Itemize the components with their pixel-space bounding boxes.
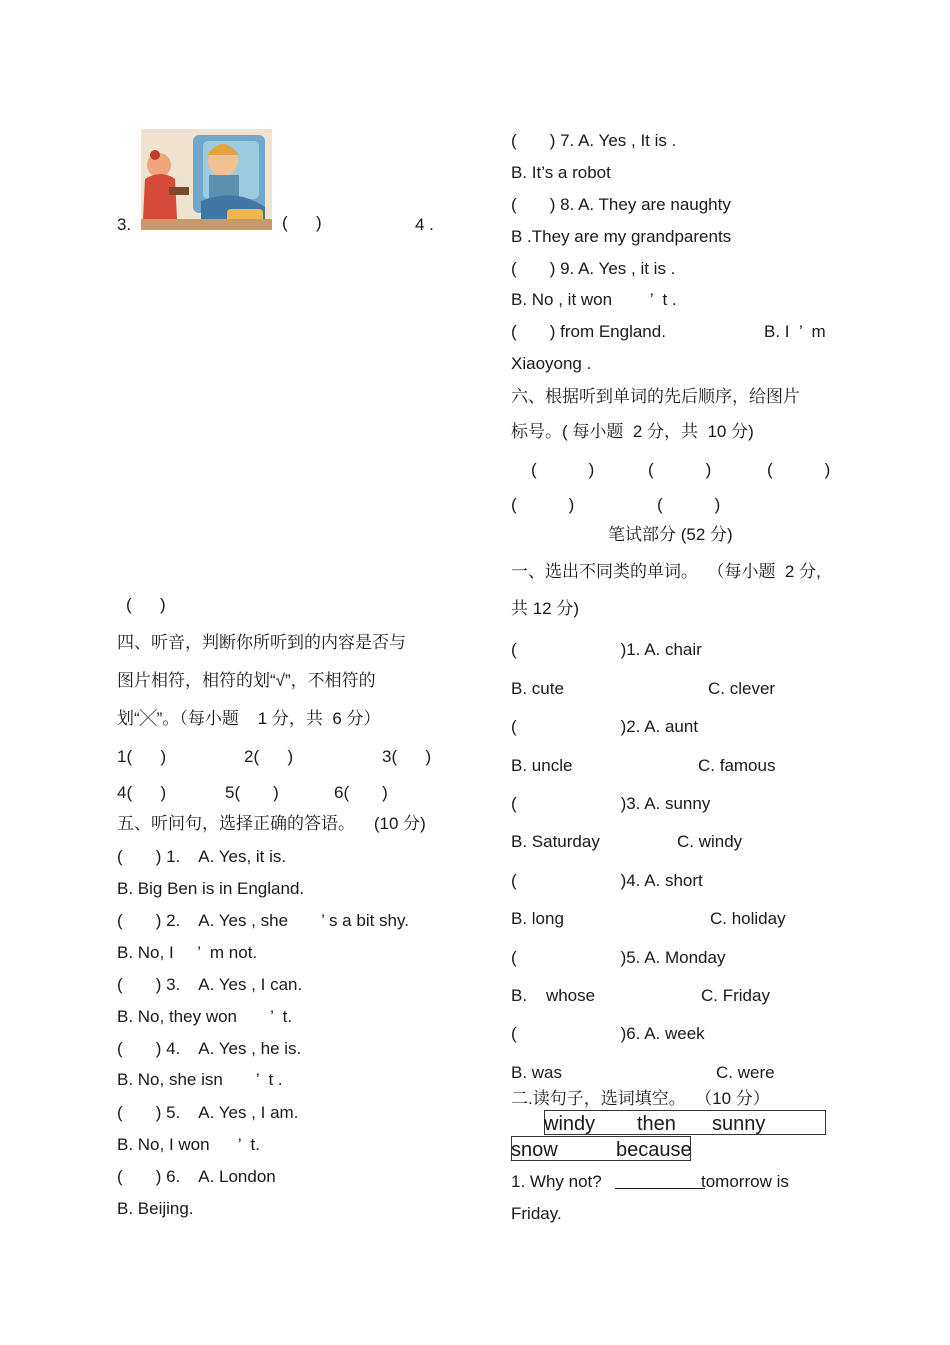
w2-q1-end: tomorrow is (701, 1172, 789, 1191)
w2-q1-continuation: Friday. (511, 1204, 562, 1223)
written-section-1-title: 一、选出不同类的单词。 （每小题 2 分, (511, 562, 821, 581)
sec5-q8-option-b: B .They are my grandparents (511, 227, 732, 246)
sec5-q6-option-a: ( ) 6. A. London (117, 1167, 276, 1186)
w1-q2-option-c: C. famous (698, 756, 776, 775)
sec5-q5-option-a: ( ) 5. A. Yes , I am. (117, 1103, 299, 1122)
sec5-q4-option-b: B. No, she isn ’ t . (117, 1070, 283, 1089)
sec5-q8-option-a: ( ) 8. A. They are naughty (511, 195, 731, 214)
w1-q2-option-a: ( )2. A. aunt (511, 717, 699, 736)
section-5-title: 五、听问句，选择正确的答语。 (10 分) (117, 814, 426, 833)
sec4-answer-2[interactable]: 2( ) (244, 747, 294, 766)
sec4-answer-1[interactable]: 1( ) (117, 747, 167, 766)
w1-q5-option-a: ( )5. A. Monday (511, 948, 726, 967)
sec5-q10-option-b-end: Xiaoyong . (511, 354, 592, 373)
word-windy: windy (544, 1113, 596, 1135)
sec5-q10-option-a: ( ) from England. (511, 322, 666, 341)
w1-q1-option-c: C. clever (708, 679, 776, 698)
word-snow: snow (511, 1139, 558, 1161)
question-number-4: 4 . (415, 215, 434, 234)
w2-q1-start: 1. Why not? (511, 1172, 602, 1191)
answer-paren-4[interactable]: ( ) (126, 595, 166, 614)
w1-q6-option-c: C. were (716, 1063, 775, 1082)
w1-q3-option-a: ( )3. A. sunny (511, 794, 711, 813)
sec6-answer-4[interactable]: ( ) (511, 495, 575, 514)
question-number-3: 3. (117, 215, 132, 234)
section-4-line3: 划“╳”。（每小题 1 分，共 6 分） (117, 709, 381, 728)
sec4-answer-3[interactable]: 3( ) (382, 747, 432, 766)
sec6-answer-5[interactable]: ( ) (657, 495, 721, 514)
sec6-answer-3[interactable]: ( ) (767, 460, 831, 479)
w1-q1-option-a: ( )1. A. chair (511, 640, 702, 659)
answer-paren-3[interactable]: ( ) (282, 213, 322, 232)
sec5-q9-option-a: ( ) 9. A. Yes , it is . (511, 259, 676, 278)
sec5-q10-option-b-start: B. I ’ m (764, 322, 826, 341)
sec5-q3-option-a: ( ) 3. A. Yes , I can. (117, 975, 303, 994)
sec5-q1-option-b: B. Big Ben is in England. (117, 879, 305, 898)
w1-q1-option-b: B. cute (511, 679, 564, 698)
w1-q5-option-b: B. whose (511, 986, 596, 1005)
word-sunny: sunny (712, 1113, 766, 1135)
sec4-answer-6[interactable]: 6( ) (334, 783, 388, 802)
sec5-q7-option-a: ( ) 7. A. Yes , It is . (511, 131, 677, 150)
word-because: because (616, 1139, 692, 1161)
sec4-answer-5[interactable]: 5( ) (225, 783, 279, 802)
sec5-q7-option-b: B. It’s a robot (511, 163, 611, 182)
w1-q3-option-b: B. Saturday (511, 832, 600, 851)
w2-q1-blank[interactable] (615, 1188, 705, 1189)
written-part-title: 笔试部分 (52 分) (608, 525, 733, 544)
w1-q3-option-c: C. windy (677, 832, 743, 851)
w1-q4-option-c: C. holiday (710, 909, 786, 928)
sec5-q3-option-b: B. No, they won ’ t. (117, 1007, 293, 1026)
sec5-q1-option-a: ( ) 1. A. Yes, it is. (117, 847, 287, 866)
sec5-q5-option-b: B. No, I won ’ t. (117, 1135, 260, 1154)
w1-q4-option-a: ( )4. A. short (511, 871, 703, 890)
sec5-q4-option-a: ( ) 4. A. Yes , he is. (117, 1039, 302, 1058)
section-4-line2: 图片相符，相符的划“√”，不相符的 (117, 671, 376, 690)
word-then: then (637, 1113, 676, 1135)
w1-q5-option-c: C. Friday (701, 986, 770, 1005)
w1-q6-option-a: ( )6. A. week (511, 1024, 705, 1043)
sec6-answer-2[interactable]: ( ) (648, 460, 712, 479)
grandma-with-child-illustration (141, 129, 272, 230)
written-section-1-line2: 共 12 分) (511, 599, 580, 618)
sec5-q9-option-b: B. No , it won ’ t . (511, 290, 677, 309)
section-6-line2: 标号。( 每小题 2 分，共 10 分) (511, 422, 754, 441)
w1-q2-option-b: B. uncle (511, 756, 573, 775)
w1-q6-option-b: B. was (511, 1063, 563, 1082)
sec5-q2-option-b: B. No, I ’ m not. (117, 943, 258, 962)
section-4-title: 四、听音，判断你所听到的内容是否与 (117, 633, 406, 652)
w1-q4-option-b: B. long (511, 909, 564, 928)
section-6-title: 六、根据听到单词的先后顺序，给图片 (511, 387, 800, 406)
sec4-answer-4[interactable]: 4( ) (117, 783, 167, 802)
sec5-q2-option-a: ( ) 2. A. Yes , she ’ s a bit shy. (117, 911, 409, 930)
sec6-answer-1[interactable]: ( ) (531, 460, 595, 479)
written-section-2-title: 二.读句子，选词填空。 （10 分） (511, 1089, 770, 1108)
sec5-q6-option-b: B. Beijing. (117, 1199, 194, 1218)
